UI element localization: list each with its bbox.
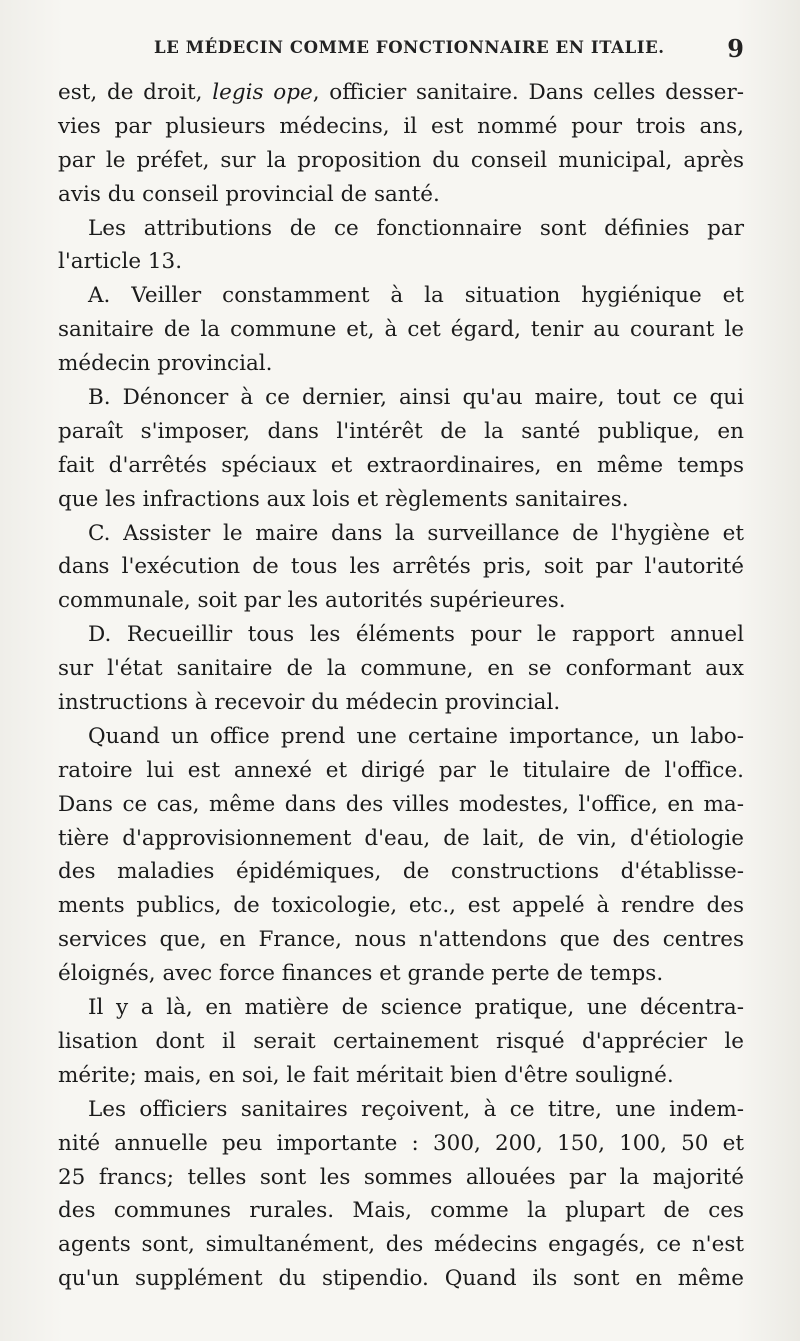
text-line: est, de droit, legis ope, officier sanitaire. Dans celles desser- [58, 80, 744, 105]
text-line: ments publics, de toxicologie, etc., est appelé à rendre des [58, 893, 744, 919]
text-line: B. Dénoncer à ce dernier, ainsi qu'au maire, tout ce qui [88, 385, 744, 411]
text-line: ratoire lui est annexé et dirigé par le titulaire de l'office. [58, 757, 744, 783]
text-line: Les attributions de ce fonctionnaire sont définies par [88, 215, 744, 241]
text-line: Dans ce cas, même dans des villes modestes, l'office, en ma- [58, 791, 744, 817]
text-line: 25 francs; telles sont les sommes allouées par la majorité [58, 1164, 744, 1190]
text-line: instructions à recevoir du médecin provincial. [58, 690, 561, 716]
text-line: l'article 13. [58, 249, 183, 275]
text-line: lisation dont il serait certainement risqué d'apprécier le [58, 1028, 744, 1054]
text-line: nité annuelle peu importante : 300, 200, 150, 100, 50 et [58, 1130, 744, 1156]
text-line: sur l'état sanitaire de la commune, en se conformant aux [58, 656, 744, 682]
text-line: dans l'exécution de tous les arrêtés pris, soit par l'autorité [58, 554, 744, 580]
text-line: sanitaire de la commune et, à cet égard, tenir au courant le [58, 317, 744, 343]
text-line: paraît s'imposer, dans l'intérêt de la santé publique, en [58, 418, 744, 444]
page-number: 9 [727, 34, 744, 63]
text-line: des maladies épidémiques, de constructions d'établisse- [58, 859, 744, 885]
text-line: par le préfet, sur la proposition du conseil municipal, après [58, 147, 744, 173]
text-line: Il y a là, en matière de science pratique, une décentra- [88, 995, 744, 1021]
text-line: agents sont, simultanément, des médecins engagés, ce n'est [58, 1232, 744, 1258]
text-line: communale, soit par les autorités supérieures. [58, 588, 566, 614]
text-line: Les officiers sanitaires reçoivent, à ce titre, une indem- [88, 1096, 744, 1122]
text-line: des communes rurales. Mais, comme la plupart de ces [58, 1198, 744, 1224]
text-line: Quand un office prend une certaine importance, un labo- [88, 723, 744, 749]
page-header [58, 34, 744, 64]
text-line: médecin provincial. [58, 351, 273, 377]
text-line: vies par plusieurs médecins, il est nommé pour trois ans, [58, 113, 744, 139]
text-line: que les infractions aux lois et règlements sanitaires. [58, 486, 629, 512]
text-line: éloignés, avec force finances et grande perte de temps. [58, 961, 664, 987]
text-line: avis du conseil provincial de santé. [58, 181, 440, 207]
text-line: C. Assister le maire dans la surveillance de l'hygiène et [88, 520, 744, 546]
text-line: mérite; mais, en soi, le fait méritait bien d'être souligné. [58, 1062, 674, 1088]
running-head: LE MÉDECIN COMME FONCTIONNAIRE EN ITALIE. [154, 38, 665, 57]
text-line: qu'un supplément du stipendio. Quand ils sont en même [58, 1266, 744, 1292]
text-line: A. Veiller constamment à la situation hygiénique et [88, 283, 744, 309]
text-line: tière d'approvisionnement d'eau, de lait, de vin, d'étiologie [58, 825, 744, 851]
text-line: fait d'arrêtés spéciaux et extraordinaires, en même temps [58, 452, 744, 478]
body-text [58, 76, 744, 1296]
italic-term: legis ope [212, 80, 313, 105]
text-line: services que, en France, nous n'attendons que des centres [58, 927, 744, 953]
text-line: D. Recueillir tous les éléments pour le rapport annuel [88, 622, 744, 648]
